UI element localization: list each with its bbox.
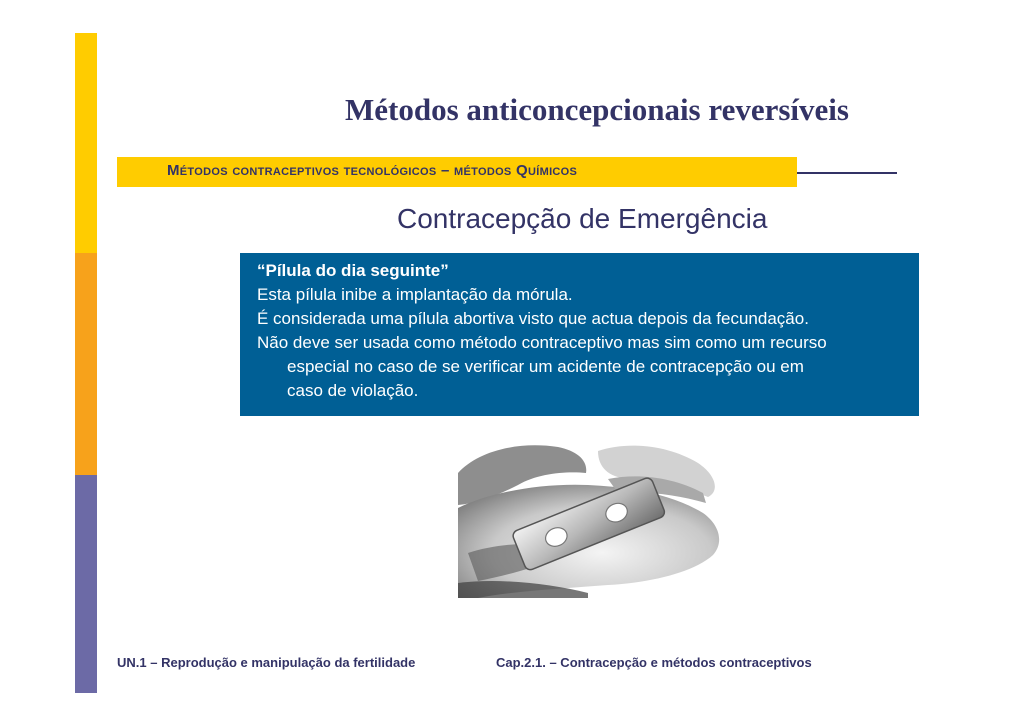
text-line-usage-cont-1: especial no caso de se verificar um acidente de contracepção ou em [287, 357, 804, 376]
hand-holding-pill-blister-icon [458, 433, 726, 598]
footer-unit: UN.1 – Reprodução e manipulação da fertilidade [117, 655, 416, 670]
text-line-abortive: É considerada uma pílula abortiva visto que actua depois da fecundação. [257, 309, 809, 328]
side-bar-purple [75, 475, 97, 693]
subtitle-rule [797, 172, 897, 174]
side-bar-yellow [75, 33, 97, 253]
footer-chapter: Cap.2.1. – Contracepção e métodos contraceptivos [496, 655, 812, 670]
info-text-box [240, 253, 919, 416]
text-line-implantation: Esta pílula inibe a implantação da mórula. [257, 285, 573, 304]
text-line-usage-cont-2: caso de violação. [287, 381, 419, 400]
slide-title: Métodos anticoncepcionais reversíveis [345, 92, 849, 127]
slide-subtitle: Métodos contraceptivos tecnológicos – métodos Químicos [167, 162, 578, 179]
text-line-usage: Não deve ser usada como método contraceptivo mas sim como um recurso [257, 333, 827, 352]
section-heading: Contracepção de Emergência [397, 203, 768, 234]
pill-photo [458, 433, 726, 598]
text-line-pill-name: “Pílula do dia seguinte” [257, 261, 449, 280]
side-bar-orange [75, 253, 97, 475]
